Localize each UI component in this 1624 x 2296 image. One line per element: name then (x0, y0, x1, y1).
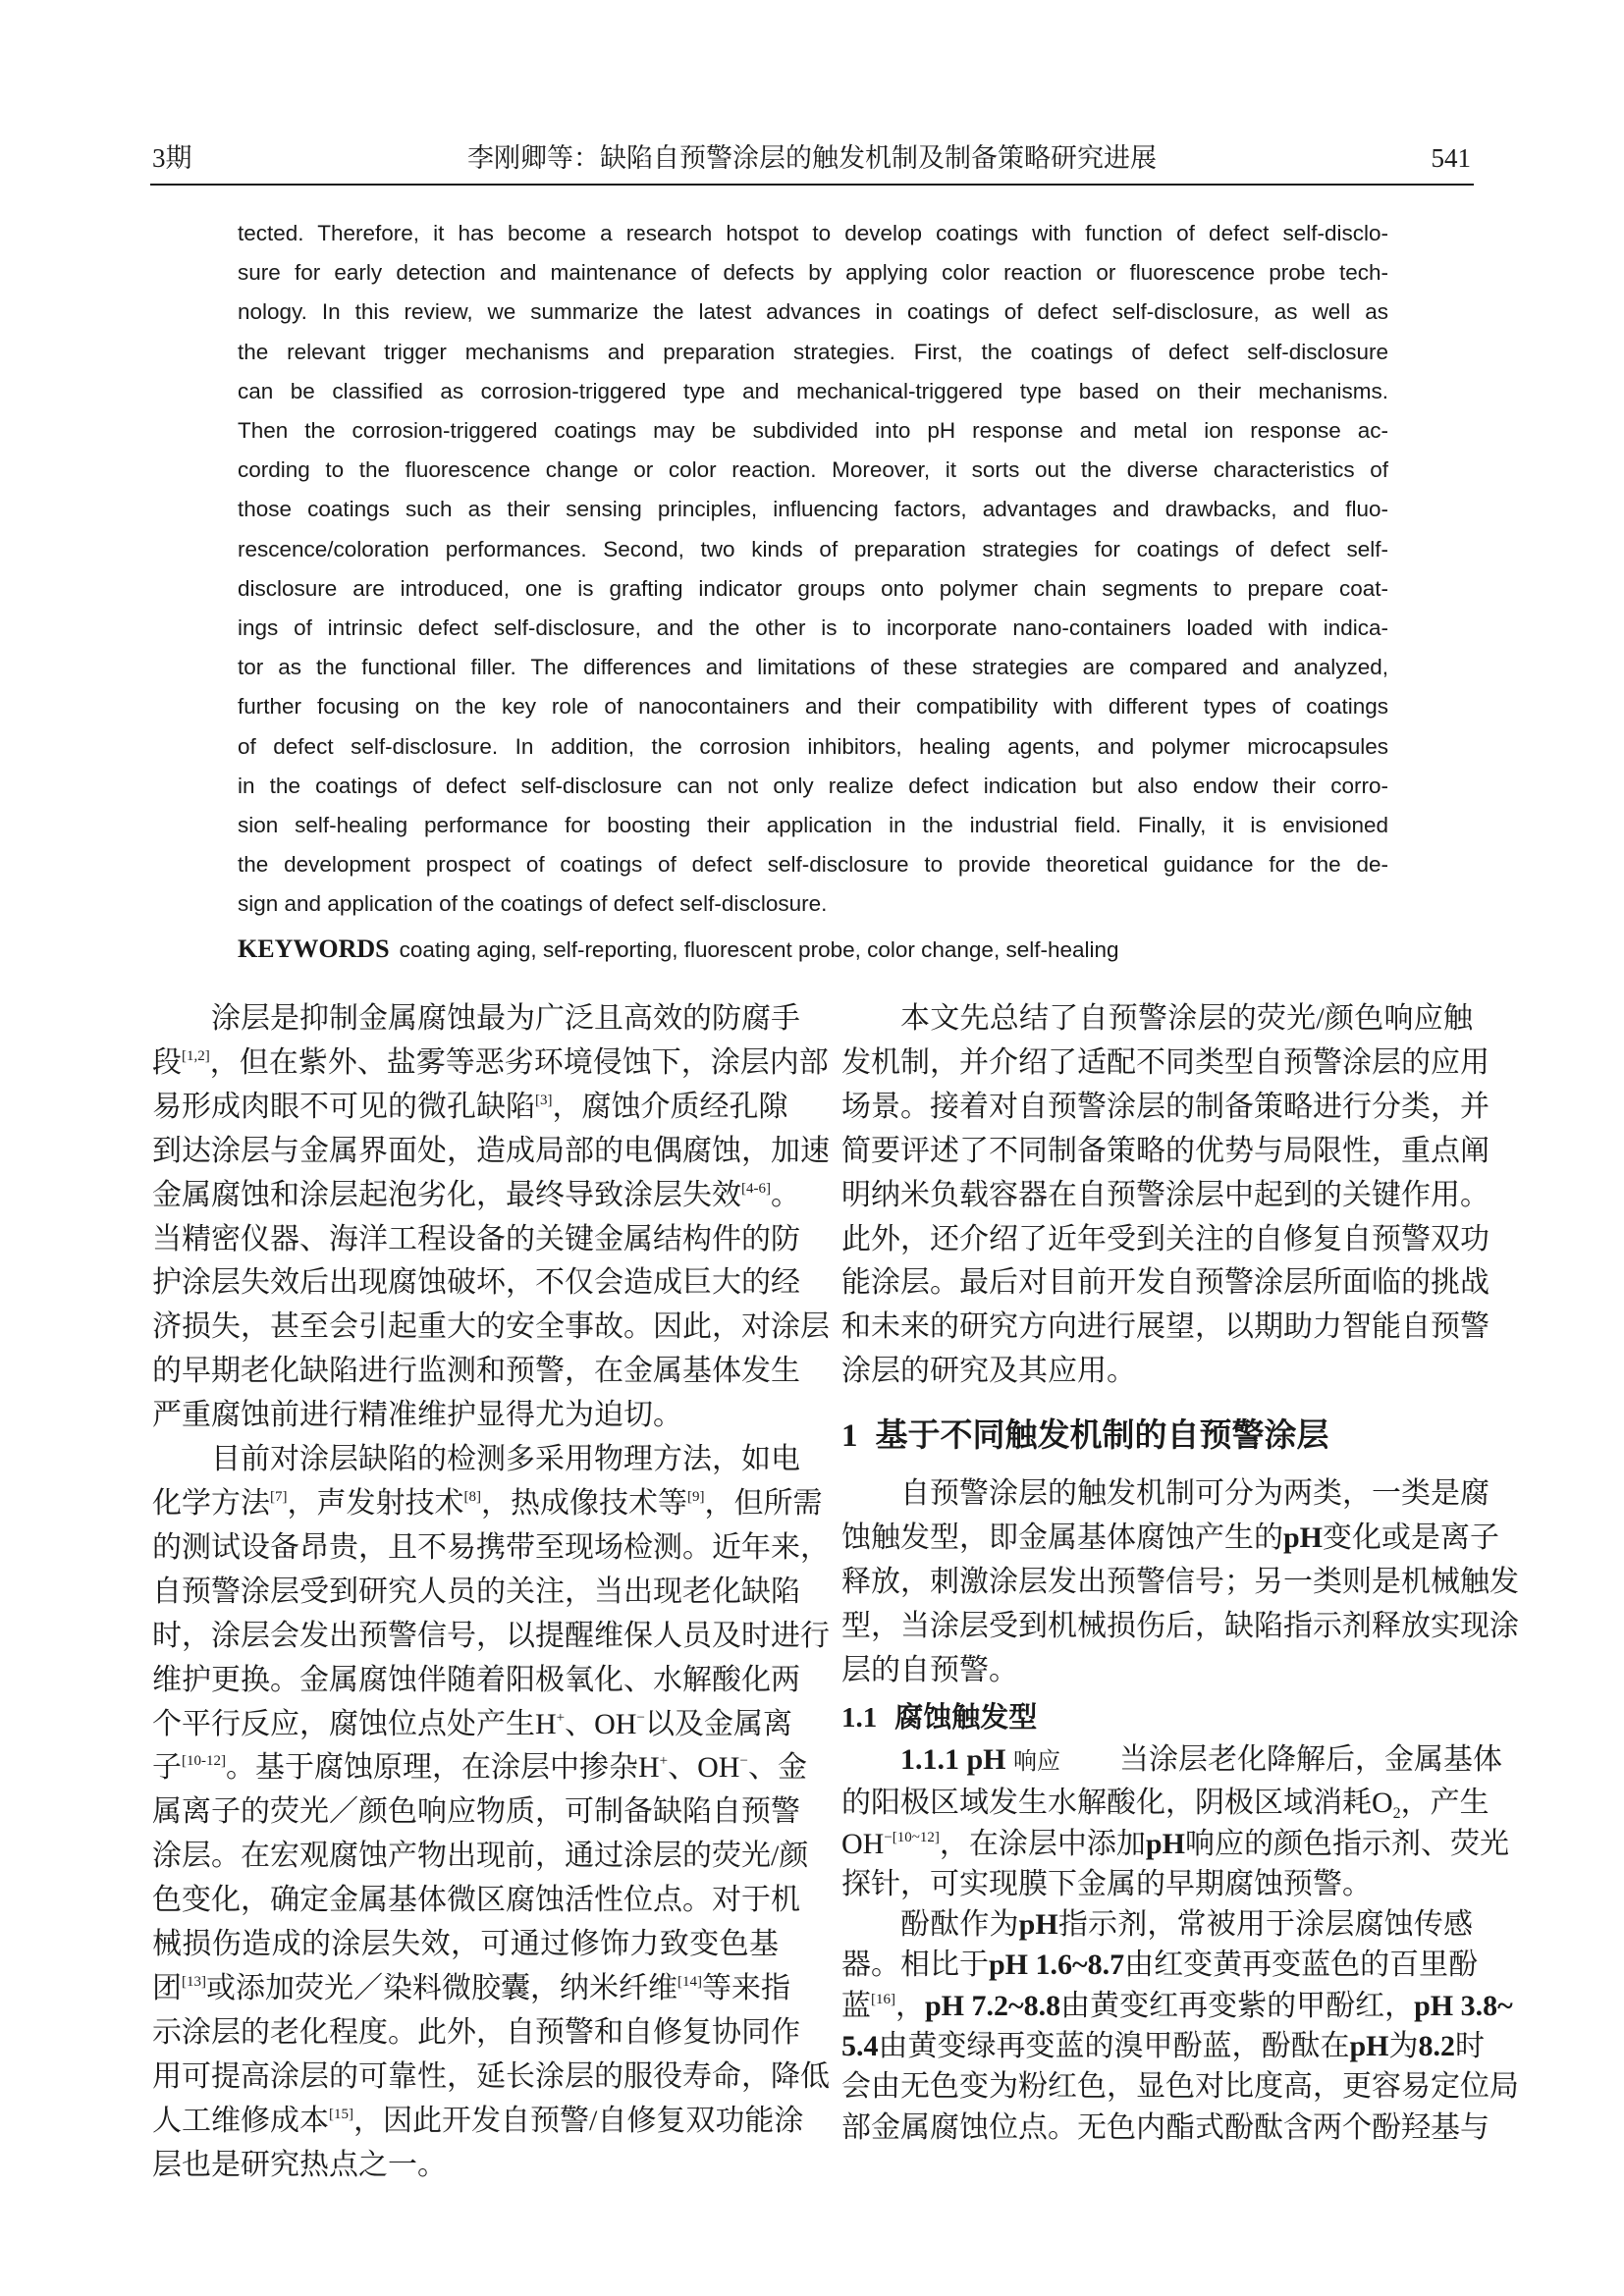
keywords-text: coating aging, self-reporting, fluorescent probe, color change, self-healing (399, 937, 1119, 962)
text-run: 涂层是抑制金属腐蚀最为广泛且高效的防腐手 (211, 1002, 800, 1035)
citation-superscript: [16] (871, 1991, 895, 2007)
text-line (841, 1086, 1489, 1130)
text-line (152, 1306, 830, 1350)
text-line (841, 1261, 1489, 1306)
text-run: 由红变黄再变蓝色的百里酚 (1124, 1949, 1479, 1982)
text-run: 场景。接着对自预警涂层的制备策略进行分类，并 (841, 1090, 1489, 1123)
text-run: ，但所需 (704, 1486, 823, 1520)
abstract-line: in the coatings of defect self-disclosure can not only realize defect indication but also endow their corro- (238, 773, 1388, 798)
bold-run: pH 1.6~8.7 (989, 1949, 1125, 1982)
abstract-line: those coatings such as their sensing principles, influencing factors, advantages and drawbacks, and fluo- (238, 497, 1388, 522)
text-run: 易形成肉眼不可见的微孔缺陷 (152, 1090, 535, 1123)
text-line (841, 2026, 1486, 2066)
subscript: 2 (1392, 1805, 1401, 1823)
text-run: 型，当涂层受到机械损伤后，缺陷指示剂释放实现涂 (841, 1609, 1519, 1642)
text-run: 的早期老化缺陷进行监测和预警，在金属基体发生 (152, 1355, 800, 1388)
section-title: 基于不同触发机制的自预警涂层 (875, 1415, 1329, 1454)
citation-superscript: −[10~12] (884, 1829, 940, 1845)
text-run: 发机制，并介绍了适配不同类型自预警涂层的应用 (841, 1045, 1489, 1079)
page-number: 541 (1431, 143, 1471, 173)
text-run: 部金属腐蚀位点。无色内酯式酚酞含两个酚羟基与 (841, 2110, 1489, 2144)
text-run: 本文先总结了自预警涂层的荧光/颜色响应触 (900, 1002, 1473, 1035)
text-run: 个平行反应，腐蚀位点处产生H (152, 1707, 557, 1740)
text-line (841, 997, 1473, 1041)
text-run: 用可提高涂层的可靠性，延长涂层的服役寿命，降低 (152, 2059, 830, 2093)
text-run: 响应的颜色指示剂、荧光 (1184, 1827, 1509, 1860)
text-run: 蓝 (841, 1989, 871, 2022)
text-run: 为 (1388, 2030, 1419, 2063)
abstract-english (238, 214, 1388, 925)
text-line (841, 1041, 1489, 1086)
text-line (152, 1438, 800, 1482)
abstract-line: ings of intrinsic defect self-disclosure, and the other is to incorporate nano-containers loaded with indica- (238, 615, 1388, 641)
text-run: 酚酞作为 (900, 1908, 1019, 1942)
text-line (152, 1261, 800, 1306)
text-run: 化学方法 (152, 1486, 270, 1520)
section-heading-1 (841, 1412, 1473, 1460)
text-run: ，腐蚀介质经孔隙 (552, 1090, 788, 1123)
text-line (152, 1790, 800, 1835)
text-line (152, 1703, 792, 1747)
abstract-line: sign and application of the coatings of defect self-disclosure. (238, 891, 828, 917)
citation-superscript: [14] (677, 1973, 702, 1990)
text-line (841, 1174, 1489, 1218)
text-run: 人工维修成本 (152, 2104, 329, 2137)
keywords-label: KEYWORDS (238, 934, 390, 963)
text-line (841, 1517, 1500, 1561)
abstract-line: nology. In this review, we summarize the latest advances in coatings of defect self-disclosure, as well as (238, 299, 1388, 325)
text-line (152, 1218, 800, 1262)
text-run: 属离子的荧光／颜色响应物质，可制备缺陷自预警 (152, 1795, 800, 1829)
bold-run: 8.2 (1418, 2030, 1456, 2063)
bold-run: 1.1.1 pH (900, 1743, 1014, 1776)
section-1-1-paragraphs (841, 1739, 1519, 2148)
text-run: 。 (771, 1178, 800, 1211)
text-line (152, 1923, 779, 1967)
text-run: 、OH (668, 1751, 740, 1785)
text-run: 探针，可实现膜下金属的早期腐蚀预警。 (841, 1867, 1372, 1900)
text-run: 示涂层的老化程度。此外，自预警和自修复协同作 (152, 2015, 800, 2049)
text-line (152, 1394, 779, 1438)
bold-run: 5.4 (841, 2030, 879, 2063)
text-line (841, 1904, 1473, 1945)
text-run: 的阳极区域发生水解酸化，阴极区域消耗O (841, 1787, 1393, 1820)
text-line (841, 1945, 1479, 1985)
text-run: 会由无色变为粉红色，显色对比度高，更容易定位局 (841, 2070, 1519, 2104)
subsection-label: 响应 (1013, 1749, 1061, 1775)
text-run: 涂层的研究及其应用。 (841, 1355, 1136, 1388)
text-line (152, 1350, 800, 1394)
text-run: 当精密仪器、海洋工程设备的关键金属结构件的防 (152, 1222, 800, 1255)
text-run: 子 (152, 1751, 182, 1785)
bold-run: pH 7.2~8.8 (925, 1989, 1061, 2022)
text-run: 变化或是离子 (1323, 1521, 1500, 1554)
text-line (841, 1783, 1489, 1823)
text-run: 由黄变绿再变蓝的溴甲酚蓝，酚酞在 (878, 2030, 1350, 2063)
bold-run: pH (1018, 1908, 1058, 1942)
text-line (152, 1571, 800, 1615)
text-run: 和未来的研究方向进行展望，以期助力智能自预警 (841, 1310, 1489, 1344)
keywords (238, 930, 1119, 970)
text-run: 器。相比于 (841, 1949, 989, 1982)
text-line (152, 1659, 800, 1703)
text-run: 团 (152, 1971, 182, 2004)
text-run: ，因此开发自预警/自修复双功能涂 (353, 2104, 804, 2137)
text-line (841, 1649, 1473, 1693)
text-line (841, 1824, 1509, 1864)
running-title: 李刚卿等：缺陷自预警涂层的触发机制及制备策略研究进展 (467, 143, 1157, 173)
text-run: ，但在紫外、盐雾等恶劣环境侵蚀下，涂层内部 (209, 1045, 829, 1079)
citation-superscript: [8] (463, 1488, 481, 1505)
text-run: 维护更换。金属腐蚀伴随着阳极氧化、水解酸化两 (152, 1663, 800, 1696)
text-run: 涂层。在宏观腐蚀产物出现前，通过涂层的荧光/颜 (152, 1840, 809, 1873)
text-run: 等来指 (702, 1971, 790, 2004)
abstract-line: disclosure are introduced, one is grafting indicator groups onto polymer chain segments to prepare coat- (238, 575, 1388, 601)
citation-superscript: [13] (182, 1973, 206, 1990)
text-run: 严重腐蚀前进行精准维护显得尤为迫切。 (152, 1399, 682, 1432)
citation-superscript: [4-6] (741, 1180, 771, 1197)
right-column (841, 997, 1519, 2195)
text-line (841, 1350, 1473, 1394)
text-line (841, 1130, 1489, 1174)
issue-number: 3期 (152, 143, 192, 173)
text-line (152, 1746, 807, 1790)
text-line (841, 1306, 1489, 1350)
text-run: 蚀触发型，即金属基体腐蚀产生的 (841, 1521, 1283, 1554)
citation-superscript: + (556, 1709, 566, 1726)
citation-superscript: [1,2] (182, 1047, 210, 1064)
abstract-line: the development prospect of coatings of defect self-disclosure to provide theoretical guidance for the de- (238, 852, 1388, 878)
abstract-line: can be classified as corrosion-triggered type and mechanical-triggered type based on their mechanisms. (238, 378, 1388, 403)
text-run: 能涂层。最后对目前开发自预警涂层所面临的挑战 (841, 1266, 1489, 1300)
text-line (152, 1967, 790, 2011)
text-run: 当涂层老化降解后，金属基体 (1060, 1743, 1503, 1776)
abstract-line: tected. Therefore, it has become a research hotspot to develop coatings with function of defect self-disclo- (238, 221, 1388, 245)
intro-paragraph (841, 997, 1489, 1394)
citation-superscript: [15] (329, 2106, 353, 2122)
subsection-title: 腐蚀触发型 (894, 1700, 1038, 1734)
text-run: 指示剂，常被用于涂层腐蚀传感 (1057, 1908, 1474, 1942)
header-rule (150, 184, 1474, 186)
abstract-line: sion self-healing performance for boosting their application in the industrial field. Finally, it is envisioned (238, 813, 1388, 838)
text-line (152, 2011, 800, 2056)
text-line (152, 1835, 809, 1879)
text-line (152, 1526, 830, 1571)
bold-run: pH (1145, 1827, 1185, 1860)
citation-superscript: − (739, 1753, 748, 1770)
text-line (152, 2144, 779, 2188)
text-run: ，产生 (1400, 1787, 1489, 1820)
text-line (152, 1615, 830, 1659)
abstract-line: Then the corrosion-triggered coatings may be subdivided into pH response and metal ion response ac- (238, 418, 1388, 444)
abstract-line: cording to the fluorescence change or color reaction. Moreover, it sorts out the diverse characteristics of (238, 457, 1388, 483)
text-run: ， (895, 1989, 925, 2022)
abstract-line: of defect self-disclosure. In addition, the corrosion inhibitors, healing agents, and polymer microcapsules (238, 733, 1388, 759)
text-line (152, 1041, 829, 1086)
text-line (841, 1472, 1489, 1517)
text-run: 。基于腐蚀原理，在涂层中掺杂H (226, 1751, 660, 1785)
text-run: 段 (152, 1045, 182, 1079)
text-run: 色变化，确定金属基体微区腐蚀活性位点。对于机 (152, 1884, 800, 1917)
text-run: 、金 (747, 1751, 807, 1785)
section-heading-1-1 (841, 1696, 1473, 1738)
text-run: 济损失，甚至会引起重大的安全事故。因此，对涂层 (152, 1310, 830, 1344)
citation-superscript: + (659, 1753, 669, 1770)
text-line (841, 2066, 1519, 2107)
section-number: 1 (841, 1418, 858, 1454)
text-run: 时 (1455, 2030, 1486, 2063)
section-1-paragraph (841, 1472, 1519, 1693)
text-run: 的测试设备昂贵，且不易携带至现场检测。近年来， (152, 1530, 830, 1564)
text-run: 由黄变红再变紫的甲酚红， (1060, 1989, 1415, 2022)
text-line (841, 1561, 1519, 1605)
left-column (152, 997, 830, 2195)
bold-run: pH 3.8~ (1414, 1989, 1513, 2022)
subsection-number: 1.1 (841, 1702, 878, 1734)
text-line (841, 2108, 1489, 2148)
text-line (152, 997, 800, 1041)
text-line (841, 1986, 1513, 2026)
text-line (152, 1174, 800, 1218)
text-line (152, 2100, 804, 2144)
abstract-line: tor as the functional filler. The differences and limitations of these strategies are compared and analyzed, (238, 655, 1388, 680)
text-run: 护涂层失效后出现腐蚀破坏，不仅会造成巨大的经 (152, 1266, 800, 1300)
text-run: 释放，刺激涂层发出预警信号；另一类则是机械触发 (841, 1565, 1519, 1598)
text-run: 金属腐蚀和涂层起泡劣化，最终导致涂层失效 (152, 1178, 741, 1211)
text-run: 目前对涂层缺陷的检测多采用物理方法，如电 (211, 1443, 800, 1476)
text-line (152, 1879, 800, 1923)
text-line (841, 1739, 1503, 1783)
citation-superscript: [9] (687, 1488, 705, 1505)
text-line (152, 1482, 823, 1526)
text-line (152, 1130, 830, 1174)
text-run: ，声发射技术 (287, 1486, 464, 1520)
text-line (152, 1086, 788, 1130)
text-run: 明纳米负载容器在自预警涂层中起到的关键作用。 (841, 1178, 1489, 1211)
text-run: 此外，还介绍了近年受到关注的自修复自预警双功 (841, 1222, 1489, 1255)
text-line (841, 1218, 1489, 1262)
text-run: 自预警涂层的触发机制可分为两类，一类是腐 (900, 1477, 1489, 1510)
text-run: 到达涂层与金属界面处，造成局部的电偶腐蚀，加速 (152, 1134, 830, 1167)
text-run: 层也是研究热点之一。 (152, 2148, 447, 2181)
abstract-line: rescence/coloration performances. Second, two kinds of preparation strategies for coatings of defect self- (238, 536, 1388, 561)
bold-run: pH (1349, 2030, 1389, 2063)
text-run: 简要评述了不同制备策略的优势与局限性，重点阐 (841, 1134, 1489, 1167)
text-run: ，热成像技术等 (481, 1486, 687, 1520)
text-run: OH (841, 1827, 885, 1860)
text-run: 自预警涂层受到研究人员的关注，当出现老化缺陷 (152, 1575, 800, 1608)
bold-run: pH (1283, 1521, 1324, 1554)
text-run: 或添加荧光／染料微胶囊，纳米纤维 (206, 1971, 677, 2004)
text-run: 、OH (565, 1707, 637, 1740)
text-run: 械损伤造成的涂层失效，可通过修饰力致变色基 (152, 1928, 779, 1961)
citation-superscript: [3] (535, 1092, 553, 1108)
citation-superscript: [7] (270, 1488, 288, 1505)
text-run: 层的自预警。 (841, 1653, 1018, 1686)
abstract-line: further focusing on the key role of nanocontainers and their compatibility with different types of coatings (238, 694, 1388, 720)
text-run: 以及金属离 (644, 1707, 792, 1740)
abstract-line: the relevant trigger mechanisms and preparation strategies. First, the coatings of defect self-disclosure (238, 339, 1388, 364)
citation-superscript: [10-12] (182, 1753, 226, 1770)
citation-superscript: − (636, 1709, 645, 1726)
text-line (841, 1864, 1473, 1904)
text-line (152, 2056, 830, 2100)
abstract-line: sure for early detection and maintenance of defects by applying color reaction or fluorescence probe tech- (238, 260, 1388, 286)
text-line (841, 1605, 1519, 1649)
text-run: 时，涂层会发出预警信号，以提醒维保人员及时进行 (152, 1619, 830, 1652)
text-run: ，在涂层中添加 (939, 1827, 1146, 1860)
